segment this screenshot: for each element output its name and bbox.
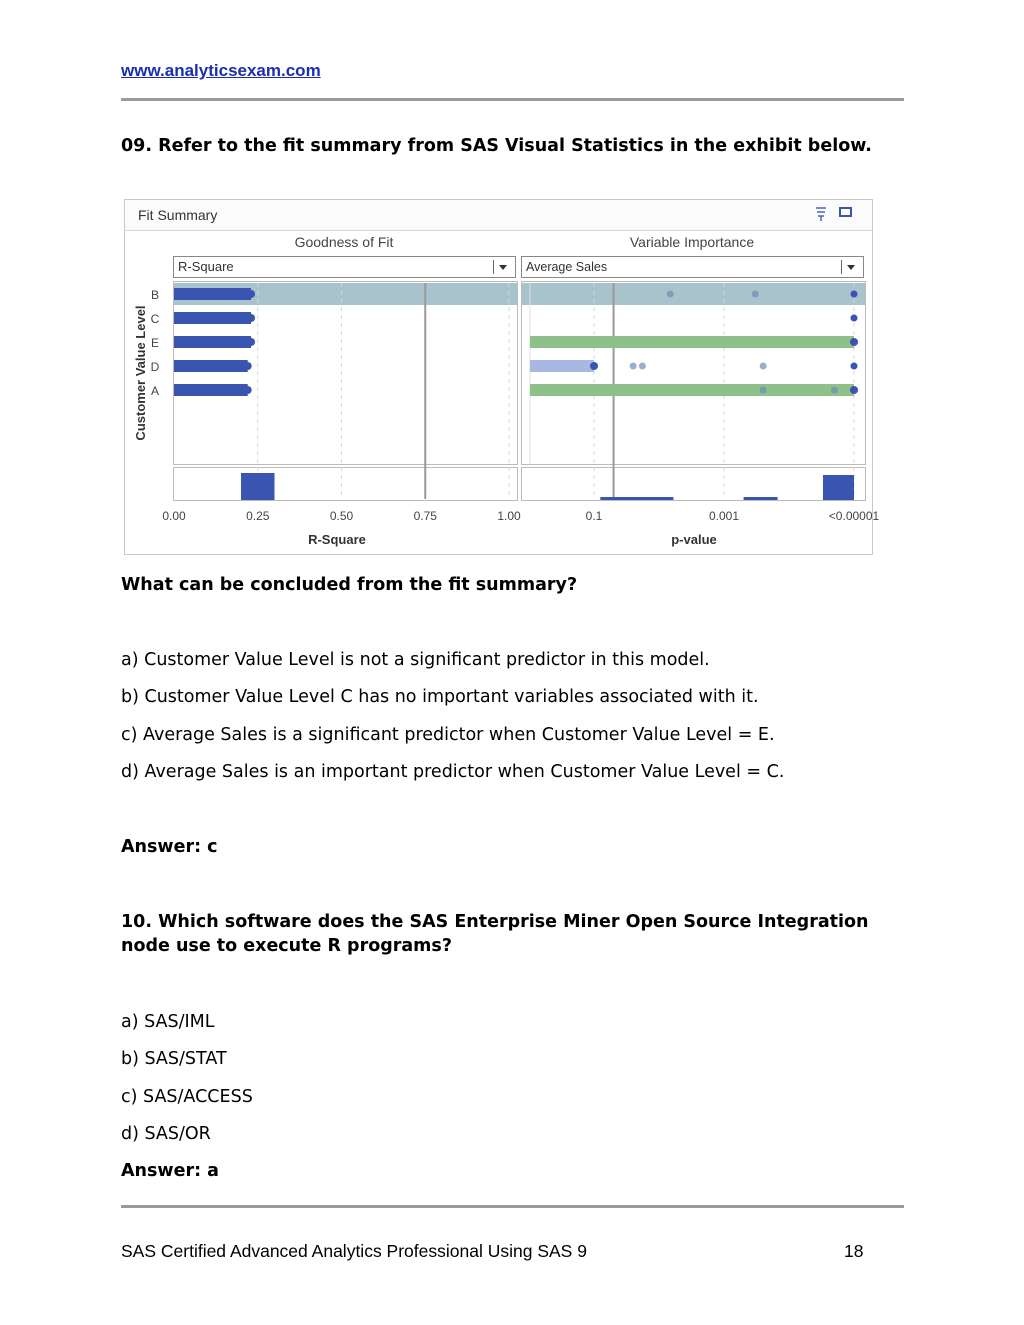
importance-bar xyxy=(530,360,594,372)
histogram-bar xyxy=(241,473,275,500)
category-label: C xyxy=(150,312,160,326)
importance-point xyxy=(667,291,674,298)
r-square-bar-end xyxy=(247,338,255,346)
p-value-tick: 0.001 xyxy=(708,509,740,523)
p-value-axis-label: p-value xyxy=(671,532,717,547)
importance-bar xyxy=(530,336,854,348)
importance-point xyxy=(752,291,759,298)
footer-divider xyxy=(121,1205,904,1208)
r-square-bar xyxy=(174,384,248,396)
page-number: 18 xyxy=(844,1241,864,1261)
importance-point xyxy=(851,339,858,346)
p-value-tick: <0.00001 xyxy=(828,509,880,523)
histogram-bar xyxy=(600,497,673,500)
question-10-title: 10. Which software does the SAS Enterprise Miner Open Source Integration node use to execute R programs? xyxy=(121,912,869,956)
r-square-bar xyxy=(174,312,251,324)
footer-title: SAS Certified Advanced Analytics Professional Using SAS 9 xyxy=(121,1241,587,1261)
r-square-bar xyxy=(174,288,251,300)
category-label: A xyxy=(150,384,160,398)
question-9-title: 09. Refer to the fit summary from SAS Visual Statistics in the exhibit below. xyxy=(121,136,872,156)
r-square-bar xyxy=(174,336,251,348)
header-divider xyxy=(121,98,904,101)
average-sales-select-value: Average Sales xyxy=(526,260,608,274)
importance-point xyxy=(760,363,767,370)
y-axis-label: Customer Value Level xyxy=(133,305,148,441)
category-label: D xyxy=(150,360,160,374)
r-square-bar xyxy=(174,360,248,372)
row-highlight xyxy=(522,283,865,305)
q10-option-c: c) SAS/ACCESS xyxy=(121,1087,253,1107)
importance-point xyxy=(851,387,858,394)
importance-point xyxy=(760,387,767,394)
importance-point xyxy=(851,363,858,370)
importance-point xyxy=(851,291,858,298)
q9-option-a: a) Customer Value Level is not a significant predictor in this model. xyxy=(121,650,710,670)
variable-importance-heading: Variable Importance xyxy=(629,234,755,250)
importance-point xyxy=(851,315,858,322)
importance-point xyxy=(630,363,637,370)
average-sales-select[interactable] xyxy=(522,257,864,278)
q9-option-d: d) Average Sales is an important predictor when Customer Value Level = C. xyxy=(121,762,785,782)
r-square-bar-end xyxy=(244,386,252,394)
q10-option-d: d) SAS/OR xyxy=(121,1124,211,1144)
site-link[interactable]: www.analyticsexam.com xyxy=(121,61,321,80)
importance-point xyxy=(639,363,646,370)
goodness-of-fit-heading: Goodness of Fit xyxy=(294,234,394,250)
q9-option-c: c) Average Sales is a significant predictor when Customer Value Level = E. xyxy=(121,725,775,745)
importance-bar xyxy=(530,384,854,396)
q10-answer: Answer: a xyxy=(121,1161,219,1181)
r-square-bar-end xyxy=(247,290,255,298)
histogram-bar xyxy=(744,497,778,500)
r-square-tick: 1.00 xyxy=(497,509,521,523)
r-square-tick: 0.00 xyxy=(162,509,186,523)
category-label: E xyxy=(150,336,160,350)
r-square-bar-end xyxy=(247,314,255,322)
r-square-bar-end xyxy=(244,362,252,370)
q10-option-a: a) SAS/IML xyxy=(121,1012,215,1032)
r-square-tick: 0.75 xyxy=(413,509,437,523)
histogram-bar xyxy=(823,475,854,500)
q9-answer: Answer: c xyxy=(121,837,218,857)
panel-title: Fit Summary xyxy=(138,207,218,223)
q9-option-b: b) Customer Value Level C has no important variables associated with it. xyxy=(121,687,759,707)
importance-point xyxy=(831,387,838,394)
p-value-tick: 0.1 xyxy=(585,509,603,523)
importance-bar-end xyxy=(590,362,598,370)
r-square-select[interactable] xyxy=(174,257,516,278)
r-square-select-value: R-Square xyxy=(178,259,234,274)
r-square-tick: 0.25 xyxy=(246,509,270,523)
r-square-axis-label: R-Square xyxy=(308,532,366,547)
category-label: B xyxy=(150,288,160,302)
question-9-prompt: What can be concluded from the fit summary? xyxy=(121,575,578,595)
fit-summary-exhibit xyxy=(124,199,880,555)
r-square-tick: 0.50 xyxy=(329,509,354,523)
q10-option-b: b) SAS/STAT xyxy=(121,1049,227,1069)
